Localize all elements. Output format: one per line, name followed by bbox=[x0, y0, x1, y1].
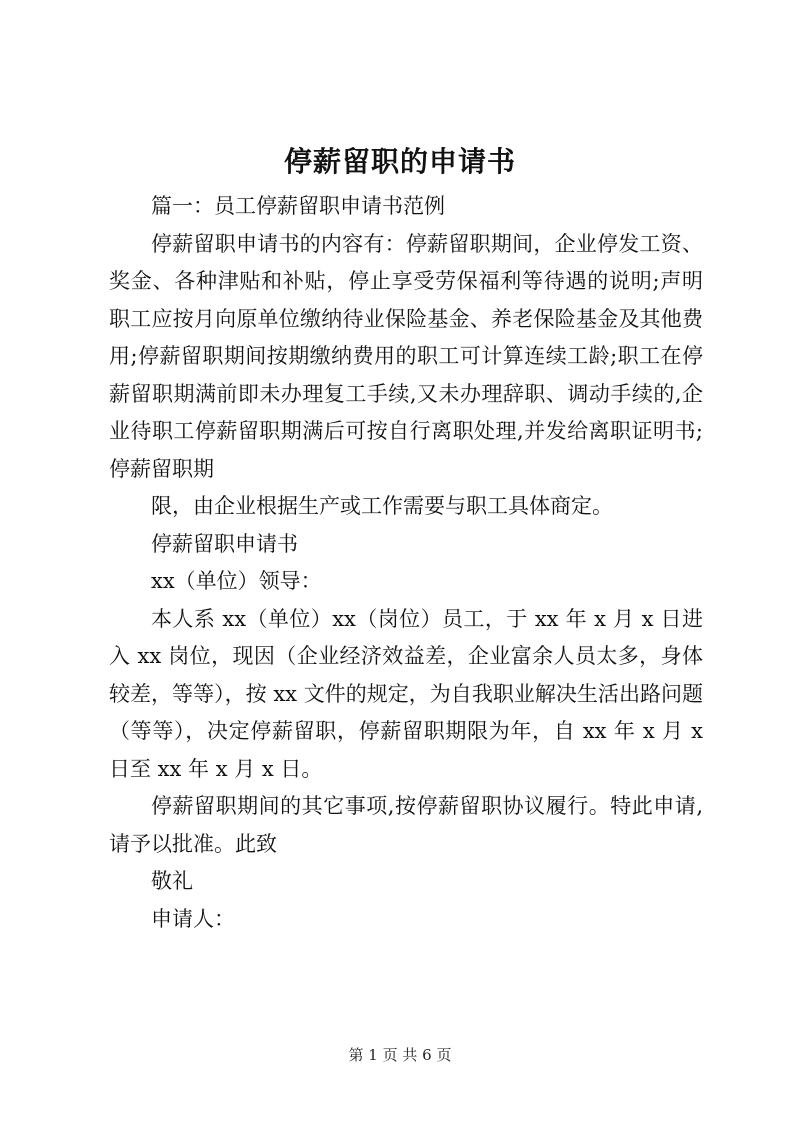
letter-body-closing: 停薪留职期间的其它事项,按停薪留职协议履行。特此申请,请予以批准。此致 bbox=[109, 794, 703, 856]
paragraph-content-description: 停薪留职申请书的内容有：停薪留职期间，企业停发工资、奖金、各种津贴和补贴，停止享受劳保福利等待遇的说明;声明职工应按月向原单位缴纳待业保险基金、养老保险基金及其他费用;停薪留职期间按期缴纳费用的职工可计算连续工龄;职工在停薪留职期满前即未办理复工手续,又未办理辞职、调动手续的,企业待职工停薪留职期满后可按自行离职处理,并发给离职证明书;停薪留职期 bbox=[109, 231, 703, 481]
document-body bbox=[109, 188, 703, 938]
page-footer: 第 1 页 共 6 页 bbox=[348, 1046, 452, 1064]
paragraph-period-note: 限，由企业根据生产或工作需要与职工具体商定。 bbox=[151, 494, 613, 518]
document-title: 停薪留职的申请书 bbox=[283, 145, 516, 178]
letter-regards: 敬礼 bbox=[151, 869, 193, 893]
letter-signature-label: 申请人： bbox=[151, 906, 235, 931]
letter-title: 停薪留职申请书 bbox=[151, 531, 298, 556]
letter-salutation: xx（单位）领导： bbox=[151, 569, 322, 593]
letter-body-request: 本人系 xx（单位）xx（岗位）员工，于 xx 年 x 月 x 日进入 xx 岗位，现因（企业经济效益差，企业富余人员太多，身体较差，等等），按 xx 文件的规定，为自我职业解决生活出路问题（等等），决定停薪留职，停薪留职期限为年，自 xx 年 x 月 x 日至 xx 年 x 月 x 日。 bbox=[109, 606, 703, 781]
section-heading: 篇一：员工停薪留职申请书范例 bbox=[151, 194, 445, 218]
